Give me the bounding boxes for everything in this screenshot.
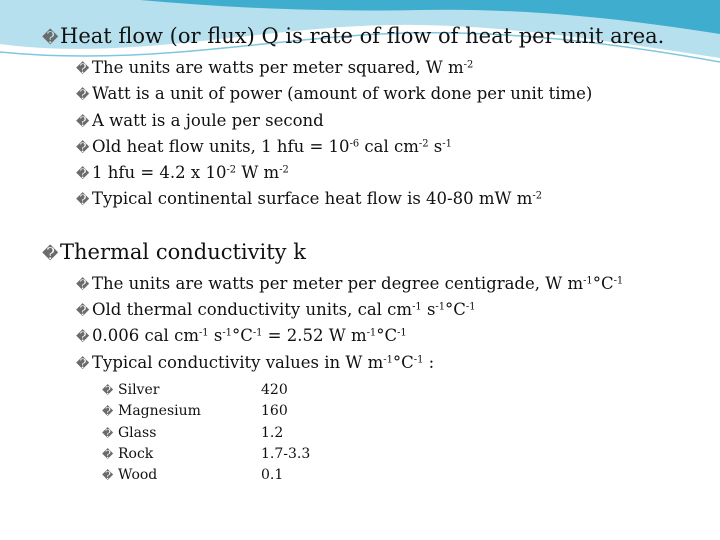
list-item: � The units are watts per meter squared, W $m^{-2}$ xyxy=(42,56,707,82)
heat-flow-list xyxy=(42,56,707,214)
list-item: � Typical conductivity values in W $m^{-1}^\circ C^{-1}$ : xyxy=(42,351,707,377)
conductivity-heading xyxy=(42,238,707,268)
material-name: Glass xyxy=(118,424,157,441)
bullet-icon: � xyxy=(76,167,90,183)
list-item: � Old heat flow units, 1 hfu = $10^{-6}$ cal $cm^{-2}$ $s^{-1}$ xyxy=(42,135,707,161)
bullet-icon: � xyxy=(76,193,90,209)
material-value: 160 xyxy=(261,403,288,420)
material-value: 1.7-3.3 xyxy=(261,445,311,462)
heading-text: Thermal conductivity k xyxy=(60,239,306,264)
list-item: � The units are watts per meter per degree centigrade, W $m^{-1}^\circ C^{-1}$ xyxy=(42,272,707,298)
material-name: Magnesium xyxy=(118,403,201,420)
material-row xyxy=(42,465,707,486)
bullet-icon: � xyxy=(76,140,90,156)
slide-body xyxy=(42,22,707,486)
material-row xyxy=(42,380,707,401)
bullet-icon: � xyxy=(102,405,114,419)
conductivity-list xyxy=(42,272,707,487)
bullet-icon: � xyxy=(102,469,114,483)
list-item: � Typical continental surface heat flow is 40-80 mW $m^{-2}$ xyxy=(42,187,707,213)
bullet-icon: � xyxy=(102,383,114,397)
bullet-icon: � xyxy=(76,304,90,320)
list-item: � 0.006 cal $cm^{-1}$ $s^{-1}^\circ C^{-1} = 2.52$ W $m^{-1}^\circ C^{-1}$ xyxy=(42,324,707,350)
bullet-icon: � xyxy=(76,277,90,293)
heat-flow-heading xyxy=(42,22,707,52)
list-item: � 1 hfu = 4.2 x $10^{-2}$ W $m^{-2}$ xyxy=(42,161,707,187)
heading-text: Heat flow (or flux) Q is rate of flow of heat per unit area. xyxy=(60,24,665,48)
list-item: � Watt is a unit of power (amount of work done per unit time) xyxy=(42,82,707,108)
bullet-icon: � xyxy=(76,88,90,104)
bullet-icon: � xyxy=(42,243,59,263)
bullet-icon: � xyxy=(76,114,90,130)
list-item: � Old thermal conductivity units, cal $cm^{-1}$ $s^{-1}^\circ C^{-1}$ xyxy=(42,298,707,324)
bullet-icon: � xyxy=(42,28,59,47)
material-name: Rock xyxy=(118,445,154,462)
material-value: 0.1 xyxy=(261,467,284,484)
material-row xyxy=(42,444,707,465)
bullet-icon: � xyxy=(102,426,114,440)
material-row xyxy=(42,423,707,444)
materials-table xyxy=(42,380,707,486)
material-value: 1.2 xyxy=(261,424,284,441)
material-name: Wood xyxy=(118,467,158,484)
bullet-icon: � xyxy=(76,62,90,77)
bullet-icon: � xyxy=(76,356,90,372)
material-value: 420 xyxy=(261,381,288,398)
bullet-icon: � xyxy=(102,447,114,461)
material-name: Silver xyxy=(118,381,160,398)
bullet-icon: � xyxy=(76,330,90,346)
list-item: � A watt is a joule per second xyxy=(42,109,707,135)
material-row xyxy=(42,401,707,422)
